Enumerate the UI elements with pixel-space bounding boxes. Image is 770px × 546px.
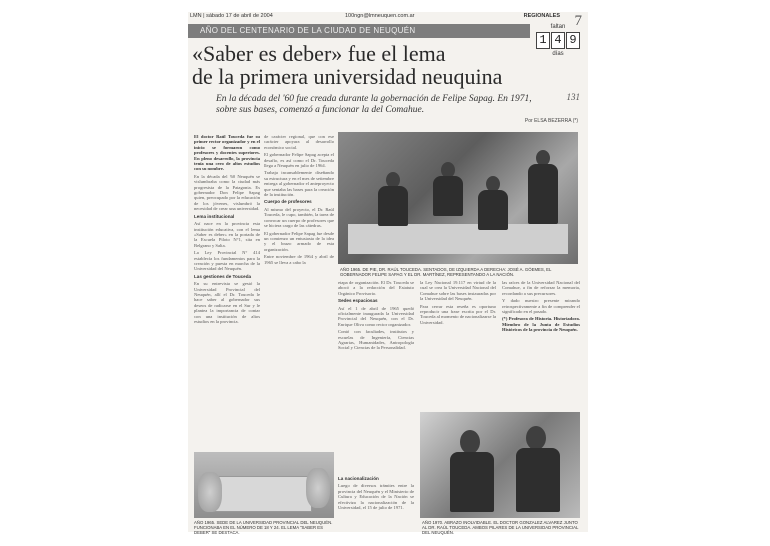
countdown-digit: 4 bbox=[551, 32, 565, 49]
centenary-banner: AÑO DEL CENTENARIO DE LA CIUDAD DE NEUQUÉN bbox=[188, 24, 530, 38]
subheading: Las gestiones de Touceda bbox=[194, 273, 252, 279]
photo-caption-top: AÑO 1965. DE PIE, DR. RAÚL TOUCEDA. SENTADOS, DE IZQUIERDA A DERECHA: JOSÉ A. GÓEMES, EL GOBERNADOR FELIPE SAPAG Y EL DR. MARTÍNEZ, REPRESENTANDO A LA NACIÓN. bbox=[340, 267, 552, 277]
subheading: Cuerpo de profesores bbox=[264, 199, 312, 205]
column-5 bbox=[502, 280, 580, 335]
article-headline bbox=[192, 42, 527, 88]
body-paragraph: Contó con facultades, institutos y escuelas de Ingeniería, Ciencias Agrarias, Humanidades, Antropología Social y Ciencias de la Personalidad. bbox=[338, 329, 414, 351]
photo-caption-left: AÑO 1965. SEDE DE LA UNIVERSIDAD PROVINCIAL DEL NEUQUÉN. FUNCIONABA EN EL NÚMERO DE 18 Y 24. EL LEMA "SABER ES DEBER" SE DESTACA. bbox=[194, 520, 333, 535]
column-bottom bbox=[338, 474, 414, 512]
countdown-digits bbox=[532, 32, 584, 49]
body-paragraph: Para cerrar esta reseña es oportuno reproducir una frase escrita por el Dr. Touceda al momento de nacionalizarse la Universidad. bbox=[420, 303, 496, 325]
body-paragraph: Y dado nuestro presente mirando retrospectivamente a fin de comprender el significado en el pasado. bbox=[502, 298, 580, 315]
body-paragraph: En la década del '60 Neuquén se vislumbraba como la ciudad más progresista de la Patagonia. Es gobernador Don Felipe Sapag quien, preocupado por la educación de los jóvenes, vislumbró la necesidad de crear una universidad. bbox=[194, 173, 260, 212]
body-paragraph: las raíces de la Universidad Nacional del Comahue, a fin de reforzar la memoria, recordando a sus precursores. bbox=[502, 280, 580, 296]
body-paragraph: Entre noviembre de 1964 y abril de 1965 se lleva a cabo la bbox=[264, 254, 334, 265]
subheading: La nacionalización bbox=[338, 476, 379, 481]
tree-shape bbox=[306, 468, 330, 508]
countdown-bottom-label: días bbox=[552, 51, 564, 57]
article-deck: En la década del '60 fue creada durante la gobernación de Felipe Sapag. En 1971, sobre sus bases, comenzó a funcionar la del Comahue. bbox=[216, 94, 532, 115]
body-paragraph: Luego de diversos trámites entre la provincia del Neuquén y el Ministerio de Cultura y Educación de la Nación se efectiviza la nacionalización de la Universidad, el 15 de julio de 1971. bbox=[338, 483, 414, 511]
body-paragraph: Al mismo del proyecto, el Dr. Raúl Touceda, le cupo, también, la tarea de convocar un cuerpo de profesores que se hiciera cargo de las cátedras. bbox=[264, 206, 334, 229]
countdown-box bbox=[532, 24, 584, 70]
page-number: 7 bbox=[574, 13, 582, 29]
column-4 bbox=[420, 280, 496, 327]
body-paragraph: El gobernador Felipe Sapag fue desde un comienzo un entusiasta de la idea y el brazo armado de esta organización. bbox=[264, 230, 334, 252]
column-1 bbox=[194, 134, 260, 326]
body-paragraph: Así el 1 de abril de 1965 quedó oficialmente inaugurada la Universidad Provincial del Neuquén, con el Dr. Enrique Oliva como rector organizador. bbox=[338, 305, 414, 327]
photo-1965-officials bbox=[338, 132, 578, 264]
countdown-digit: 1 bbox=[536, 32, 550, 49]
photo-caption-right: AÑO 1970. ABRAZO INOLVIDABLE. EL DOCTOR GONZALEZ ALVAREZ JUNTO AL DR. RAÚL TOUCEDA. AMBOS PILARES DE LA UNIVERSIDAD PROVINCIAL DEL NEUQUÉN. bbox=[422, 520, 579, 535]
issue-date: LMN | sábado 17 de abril de 2004 bbox=[190, 13, 273, 19]
table-shape bbox=[348, 224, 568, 254]
headline-line: de la primera universidad neuquina bbox=[192, 64, 503, 89]
handwritten-note: 131 bbox=[566, 92, 580, 102]
countdown-digit: 9 bbox=[566, 32, 580, 49]
byline: Por ELSA BEZERRA (*) bbox=[524, 118, 578, 124]
body-paragraph: etapa de organización. El Dr. Touceda se abocó a la redacción del Estatuto Orgánico Provisorio. bbox=[338, 280, 414, 296]
contact-email: 100ngn@lmneuquen.com.ar bbox=[345, 13, 415, 19]
body-paragraph: la Ley Nacional 19.117 en virtud de la cual se crea la Universidad Nacional del Comahue sobre las bases instauradas por la Universidad del Neuquén. bbox=[420, 280, 496, 302]
subheading: Sedes espaciosas bbox=[338, 298, 378, 304]
body-paragraph: Trabaja incansablemente diseñando su estructura y en el mes de setiembre entrega al gobernador el anteproyecto que sentaba las bases para la creación de la institución. bbox=[264, 170, 334, 198]
body-paragraph: El gobernador Felipe Sapag acepta el desafío, es así como el Dr. Touceda llega a Neuquén en julio de 1964. bbox=[264, 152, 334, 169]
column-3 bbox=[338, 280, 414, 353]
photo-university-building bbox=[194, 452, 334, 518]
countdown-top-label: faltan bbox=[550, 24, 566, 30]
subheading: Lema institucional bbox=[194, 213, 235, 219]
building-shape bbox=[214, 476, 312, 512]
newspaper-page bbox=[188, 12, 588, 535]
body-paragraph: de carácter regional, que con ese carácter apoyara al desarrollo económico social. bbox=[264, 134, 334, 150]
column-2 bbox=[264, 134, 334, 267]
tree-shape bbox=[198, 472, 222, 512]
body-paragraph: En su entrevista se gestó la Universidad Provincial del Neuquén, allí el Dr. Touceda le hace saber al gobernador sus deseos de radicarse en el Sur y le plantea la importancia de contar con una institución de altos estudios en la provincia. bbox=[194, 281, 260, 324]
section-name: REGIONALES bbox=[523, 13, 560, 19]
author-signature: (*) Profesora de Historia. Historiadora. Miembro de la Junta de Estudios Históricos de la provincia de Neuquén. bbox=[502, 316, 580, 333]
photo-1970-embrace bbox=[420, 412, 580, 518]
headline-line: «Saber es deber» fue el lema bbox=[192, 41, 446, 66]
body-paragraph: Así nace en la provincia esta institución educativa, con el lema «Saber es deber» en la portada de la Escuela Piloto N°1, sita en Belgrano y Salta. bbox=[194, 221, 260, 248]
lead-paragraph: El doctor Raúl Touceda fue su primer rector organizador y en el inicio se formaron como profesores y docentes superiores. En pleno desarrollo, la provincia tenía una cero de altos estudios con su nombre. bbox=[194, 134, 260, 172]
body-paragraph: La Ley Provincial N° 414 establecía los fundamentos para la creación y puesta en marcha de la Universidad del Neuquén. bbox=[194, 250, 260, 272]
